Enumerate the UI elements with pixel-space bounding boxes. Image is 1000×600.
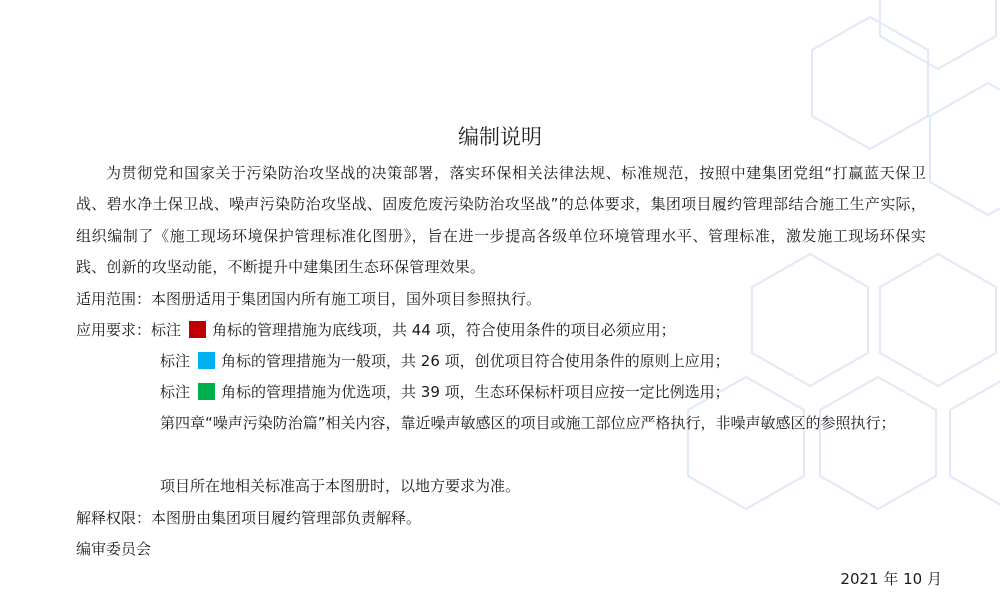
requirement-green — [160, 377, 730, 408]
green-mark-swatch — [198, 383, 215, 400]
intro-paragraph: 为贯彻党和国家关于污染防治攻坚战的决策部署，落实环保相关法律法规、标准规范，按照中建集团党组“打赢蓝天保卫战、碧水净土保卫战、噪声污染防治攻坚战、固废危废污染防治攻坚战”的总体要求，集团项目履约管理部结合施工生产实际，组织编制了《施工现场环境保护管理标准化图册》，旨在进一步提高各级单位环境管理水平、管理标准，激发施工现场环保实践、创新的攻坚动能，不断提升中建集团生态环保管理效果。 — [76, 164, 926, 276]
local-standard-note: 项目所在地相关标准高于本图册时，以地方要求为准。 — [160, 477, 521, 495]
mark-text: 角标的管理措施为底线项，共 44 项，符合使用条件的项目必须应用； — [212, 321, 676, 339]
mark-prefix: 标注 — [160, 352, 191, 370]
mark-text: 角标的管理措施为一般项，共 26 项，创优项目符合使用条件的原则上应用； — [221, 352, 730, 370]
interpretation-line: 解释权限：本图册由集团项目履约管理部负责解释。 — [76, 509, 422, 527]
mark-text: 角标的管理措施为优选项，共 39 项，生态环保标杆项目应按一定比例选用； — [221, 383, 730, 401]
page-title: 编制说明 — [458, 125, 542, 149]
date-line: 2021 年 10 月 — [840, 570, 942, 588]
noise-note: 第四章“噪声污染防治篇”相关内容，靠近噪声敏感区的项目或施工部位应严格执行，非噪声敏感区的参照执行； — [160, 414, 896, 432]
mark-prefix: 标注 — [151, 321, 182, 339]
blue-mark-swatch — [198, 352, 215, 369]
red-mark-swatch — [189, 321, 206, 338]
scope-line: 适用范围：本图册适用于集团国内所有施工项目，国外项目参照执行。 — [76, 290, 542, 308]
requirements-label: 应用要求： — [76, 321, 152, 339]
requirement-red — [76, 315, 676, 346]
committee-line: 编审委员会 — [76, 540, 152, 558]
mark-prefix: 标注 — [160, 383, 191, 401]
requirement-blue — [160, 346, 730, 377]
